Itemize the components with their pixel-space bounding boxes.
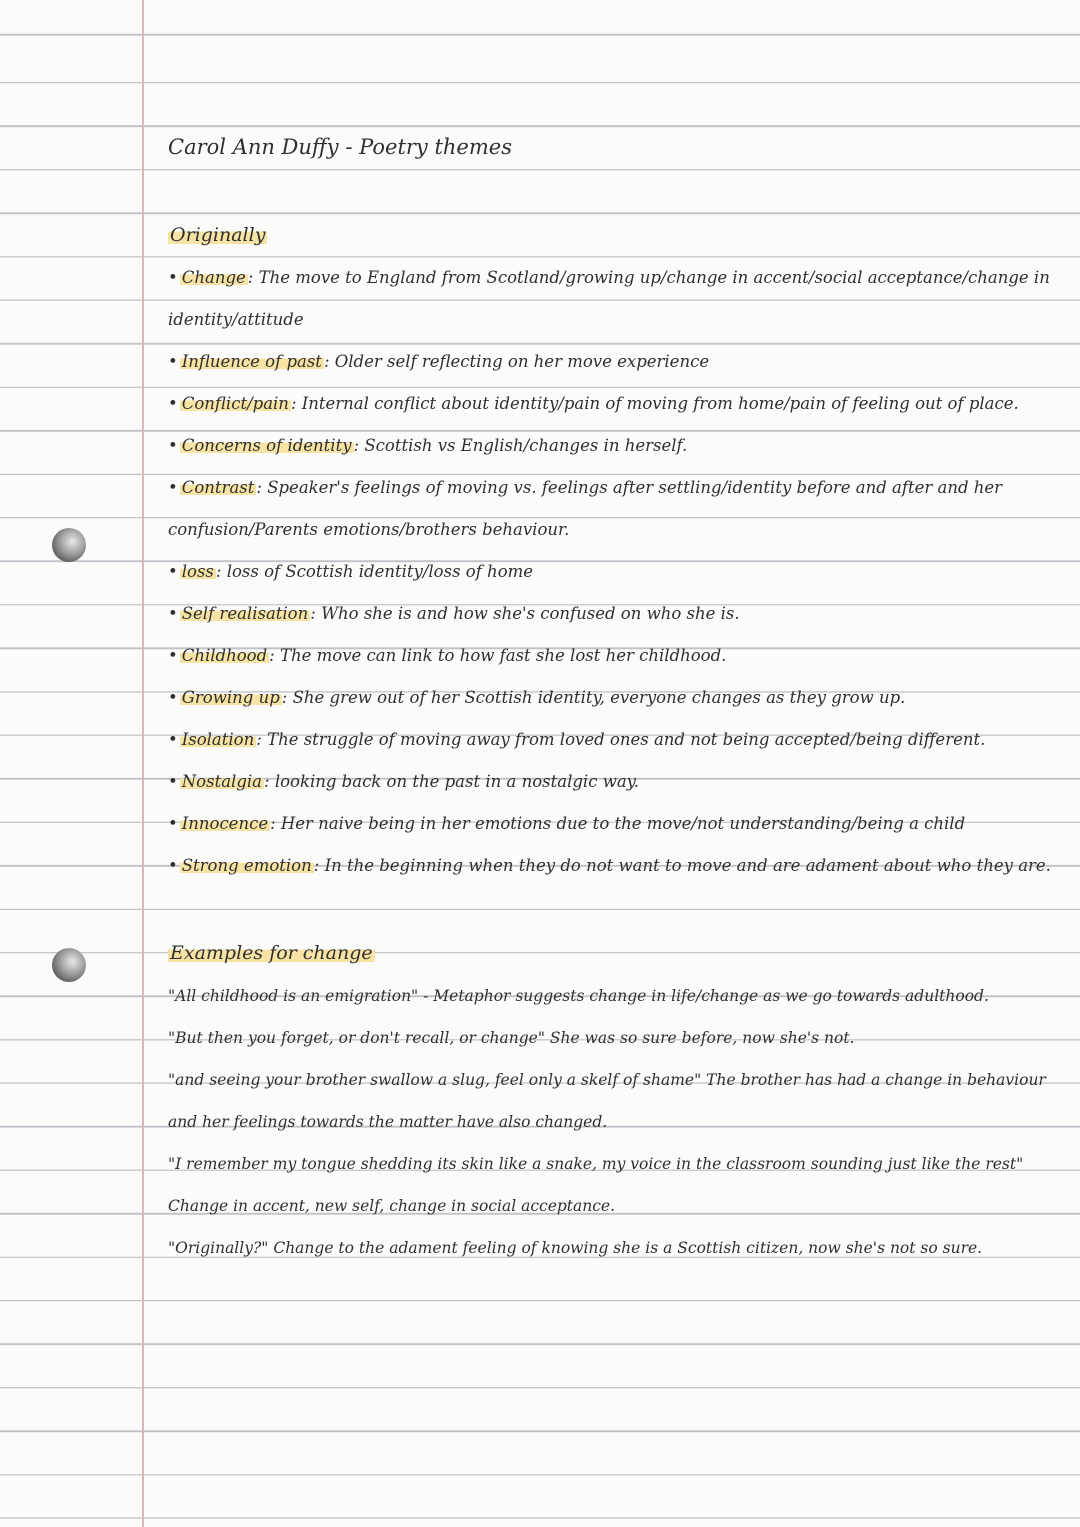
theme-item: • Self realisation : Who she is and how she's confused on who she is. — [168, 604, 740, 623]
theme-item: • Isolation : The struggle of moving away from loved ones and not being accepted/being different. — [168, 730, 986, 749]
page-title: Carol Ann Duffy - Poetry themes — [168, 135, 512, 159]
notes-content — [168, 125, 1068, 1269]
theme-item: • Strong emotion : In the beginning when they do not want to move and are adament about who they are. — [168, 856, 1051, 875]
themes-list — [168, 257, 1068, 887]
example-quote: "and seeing your brother swallow a slug, feel only a skelf of shame" The brother has had a change in behaviour and her feelings towards the matter have also changed. — [168, 1071, 1046, 1131]
theme-item: • Contrast : Speaker's feelings of moving vs. feelings after settling/identity before and after and her confusion/Parents emotions/brothers behaviour. — [168, 478, 1003, 539]
theme-item: • loss : loss of Scottish identity/loss of home — [168, 562, 534, 581]
example-quote: "But then you forget, or don't recall, or change" She was so sure before, now she's not. — [168, 1029, 855, 1047]
margin-line — [142, 0, 144, 1527]
theme-item: • Conflict/pain : Internal conflict about identity/pain of moving from home/pain of feeling out of place. — [168, 394, 1019, 413]
punch-hole-icon — [52, 948, 86, 982]
section-spacer — [168, 887, 1068, 931]
example-quote: "Originally?" Change to the adament feeling of knowing she is a Scottish citizen, now she's not so sure. — [168, 1239, 983, 1257]
theme-item: • Childhood : The move can link to how fast she lost her childhood. — [168, 646, 727, 665]
theme-item: • Nostalgia : looking back on the past in a nostalgic way. — [168, 772, 640, 791]
theme-item: • Growing up : She grew out of her Scottish identity, everyone changes as they grow up. — [168, 688, 906, 707]
punch-hole-icon — [52, 528, 86, 562]
section-heading-examples: Examples for change — [170, 942, 373, 964]
theme-item: • Influence of past : Older self reflecting on her move experience — [168, 352, 710, 371]
examples-list — [168, 975, 1068, 1269]
section-heading-originally: Originally — [170, 224, 266, 246]
example-quote: "I remember my tongue shedding its skin like a snake, my voice in the classroom sounding just like the rest" Change in accent, new self, change in social acceptance. — [168, 1155, 1024, 1215]
theme-item: • Innocence : Her naive being in her emotions due to the move/not understanding/being a child — [168, 814, 966, 833]
theme-item: • Change : The move to England from Scotland/growing up/change in accent/social acceptance/change in identity/attitude — [168, 268, 1050, 329]
theme-item: • Concerns of identity : Scottish vs English/changes in herself. — [168, 436, 688, 455]
example-quote: "All childhood is an emigration" - Metaphor suggests change in life/change as we go towards adulthood. — [168, 987, 989, 1005]
